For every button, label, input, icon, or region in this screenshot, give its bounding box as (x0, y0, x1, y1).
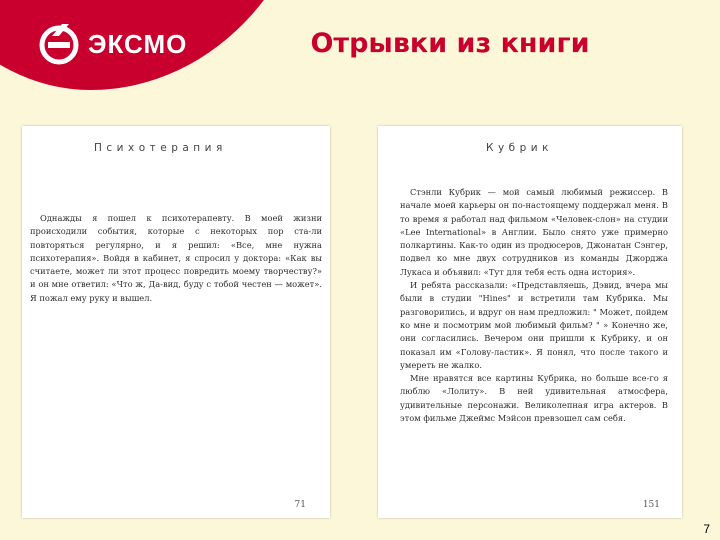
publisher-logo (38, 22, 187, 66)
book-page-left (22, 126, 330, 518)
slide-number: 7 (703, 522, 710, 536)
page-text (400, 186, 668, 425)
slide-title: Отрывки из книги (310, 28, 590, 59)
paragraph: И ребята рассказали: «Представляешь, Дэвид, вчера мы были в студии "Hines" и встретили там Кубрика. Мы разговорились, и вдруг он нам предложил: " Может, пойдем ко мне и посмотрим мой любимый фильм? " » Конечно же, они согласились. Вечером они пришли к Кубрику, и он показал им «Голову-ластик». Я понял, что после такого и умереть не жалко. (400, 280, 668, 370)
eksmo-logo-icon (38, 22, 80, 66)
paragraph: Мне нравятся все картины Кубрика, но больше все-го я люблю «Лолиту». В ней удивительная атмосфера, удивительные персонажи. Великолепная игра актеров. В этом фильме Джеймс Мэйсон превзошел сам себя. (400, 373, 668, 424)
page-text (30, 212, 322, 305)
paragraph: Однажды я пошел к психотерапевту. В моей жизни происходили события, которые с некоторых пор ста-ли повторяться регулярно, и я решил: «Все, мне нужна психотерапия». Войдя в кабинет, я спросил у доктора: «Как вы считаете, может ли этот процесс повредить моему творчеству?» и он мне ответил: «Что ж, Да-вид, буду с тобой честен — может». Я пожал ему руку и вышел. (30, 213, 322, 303)
paragraph: Стэнли Кубрик — мой самый любимый режиссер. В начале моей карьеры он по-настоящему поддержал меня. В то время я работал над фильмом «Человек-слон» на студии «Lee International» в Англии. Было снято уже примерно полкартины. Как-то один из продюсеров, Джонатан Сэнгер, подвел ко мне двух сотрудников из команды Джорджа Лукаса и объявил: «Тут для тебя есть одна история». (400, 187, 668, 277)
running-head: Кубрик (486, 142, 553, 154)
page-number: 71 (294, 500, 306, 510)
book-page-right (378, 126, 682, 518)
page-number: 151 (642, 500, 660, 510)
running-head: Психотерапия (94, 142, 227, 154)
logo-text: ЭКСМО (88, 28, 188, 59)
